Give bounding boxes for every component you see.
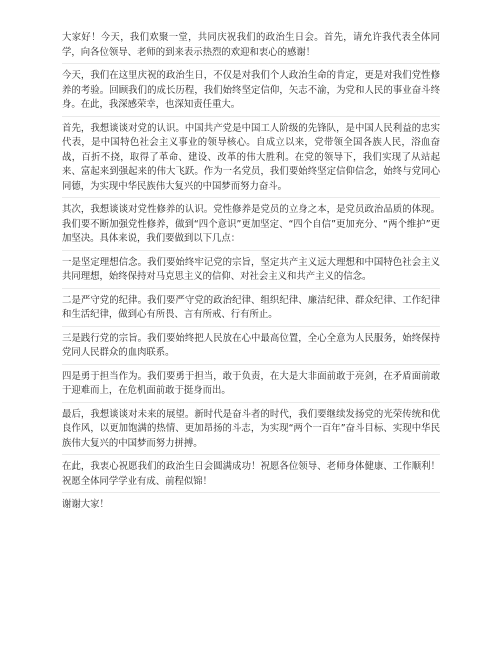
paragraph-1: 大家好！今天，我们欢聚一堂，共同庆祝我们的政治生日会。首先，请允许我代表全体同学，向各位领导、老师的到来表示热烈的欢迎和衷心的感谢！ — [62, 31, 440, 64]
paragraph-9: 最后，我想谈谈对未来的展望。新时代是奋斗者的时代，我们要继续发扬党的光荣传统和优良作风，以更加饱满的热情、更加昂扬的斗志，为实现“两个一百年”奋斗目标、实现中华民族伟大复兴的中国梦而努力拼搏。 — [62, 408, 440, 456]
paragraph-5: 一是坚定理想信念。我们要始终牢记党的宗旨，坚定共产主义远大理想和中国特色社会主义共同理想，始终保持对马克思主义的信仰、对社会主义和共产主义的信念。 — [62, 256, 440, 289]
paragraph-7: 三是践行党的宗旨。我们要始终把人民放在心中最高位置，全心全意为人民服务，始终保持党同人民群众的血肉联系。 — [62, 332, 440, 365]
paragraph-2: 今天，我们在这里庆祝的政治生日，不仅是对我们个人政治生命的肯定，更是对我们党性修养的考验。回顾我们的成长历程，我们始终坚定信仰，矢志不渝，为党和人民的事业奋斗终身。在此，我深感荣幸，也深知责任重大。 — [62, 69, 440, 117]
paragraph-6: 二是严守党的纪律。我们要严守党的政治纪律、组织纪律、廉洁纪律、群众纪律、工作纪律和生活纪律，做到心有所畏、言有所戒、行有所止。 — [62, 294, 440, 327]
paragraph-4: 其次，我想谈谈对党性修养的认识。党性修养是党员的立身之本，是党员政治品质的体现。我们要不断加强党性修养，做到“四个意识”更加坚定、“四个自信”更加充分、“两个维护”更加坚决。具体来说，我们要做到以下几点： — [62, 203, 440, 251]
paragraph-8: 四是勇于担当作为。我们要勇于担当，敢于负责，在大是大非面前敢于亮剑，在矛盾面前敢于迎难而上，在危机面前敢于挺身而出。 — [62, 370, 440, 403]
paragraph-3: 首先，我想谈谈对党的认识。中国共产党是中国工人阶级的先锋队，是中国人民利益的忠实代表，是中国特色社会主义事业的领导核心。自成立以来，党带领全国各族人民，浴血奋战，百折不挠，取得了革命、建设、改革的伟大胜利。在党的领导下，我们实现了从站起来、富起来到强起来的伟大飞跃。作为一名党员，我们要始终坚定信仰信念，始终与党同心同德，为实现中华民族伟大复兴的中国梦而努力奋斗。 — [62, 122, 440, 199]
paragraph-10: 在此，我衷心祝愿我们的政治生日会圆满成功！祝愿各位领导、老师身体健康、工作顺利！祝愿全体同学学业有成、前程似锦！ — [62, 460, 440, 493]
document-body — [62, 31, 440, 521]
paragraph-11: 谢谢大家！ — [62, 499, 109, 510]
